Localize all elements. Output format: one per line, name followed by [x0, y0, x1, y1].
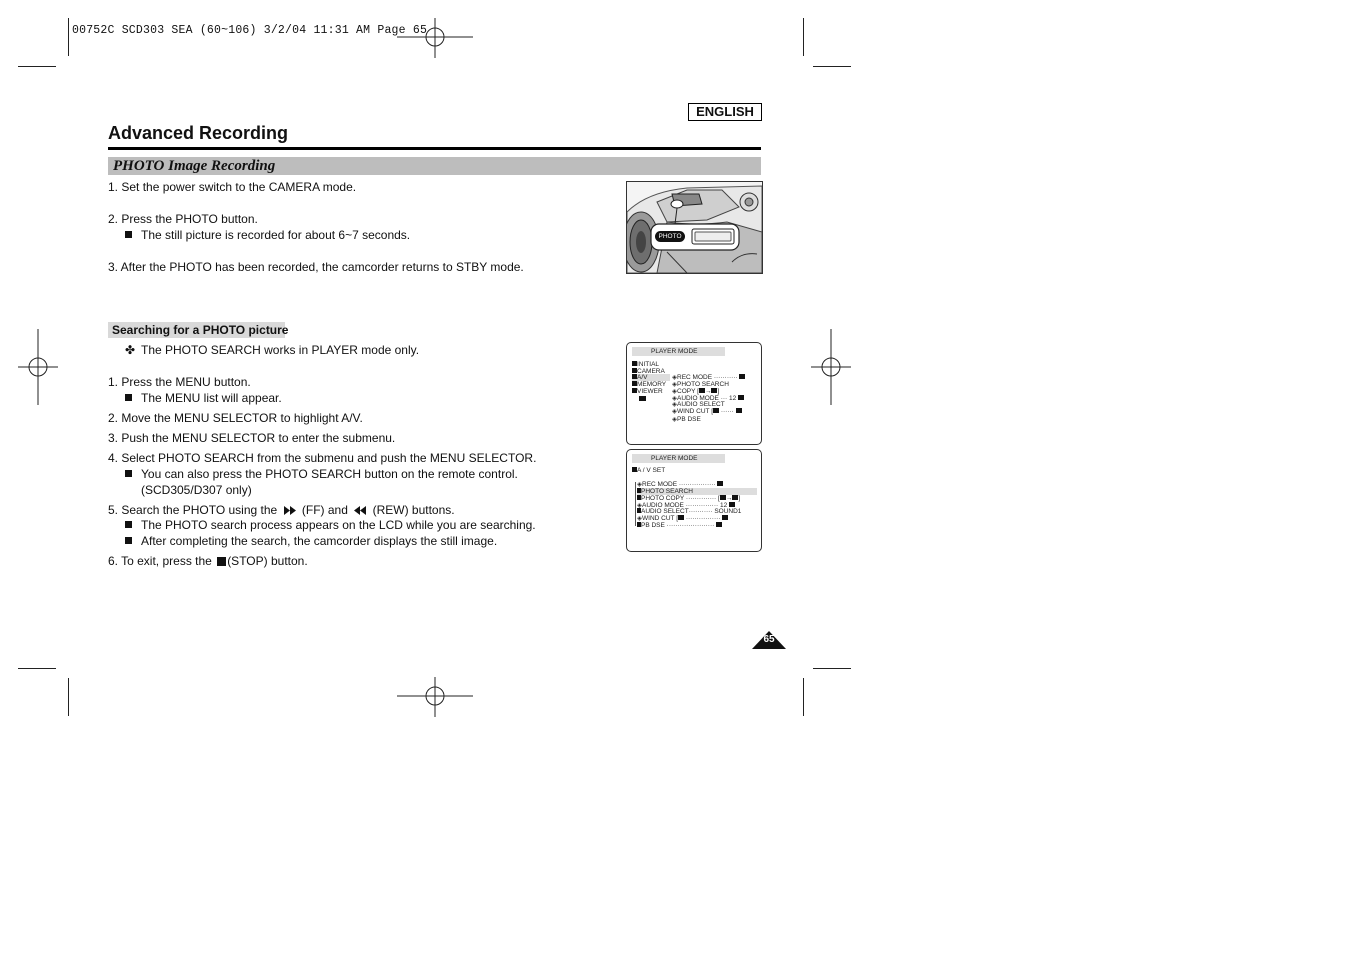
- crop-mark: [18, 66, 56, 67]
- submenu-photo-search: ◈PHOTO SEARCH: [672, 381, 729, 388]
- step-b-4: 4. Select PHOTO SEARCH from the submenu and push the MENU SELECTOR.: [108, 451, 537, 465]
- step-b-4-sub2: (SCD305/D307 only): [141, 483, 252, 497]
- rew-icon: [353, 506, 367, 515]
- bullet-square-icon: [125, 537, 132, 544]
- subsection-title: Searching for a PHOTO picture: [112, 323, 289, 337]
- crop-mark: [813, 668, 851, 669]
- menu-item-viewer: VIEWER: [632, 388, 663, 395]
- step-b-3: 3. Push the MENU SELECTOR to enter the submenu.: [108, 431, 396, 445]
- bullet-square-icon: [125, 521, 132, 528]
- menu-icon: [639, 396, 646, 401]
- note: ✤ The PHOTO SEARCH works in PLAYER mode only.: [125, 343, 420, 357]
- step-b-6: 6. To exit, press the (STOP) button.: [108, 554, 308, 568]
- step-2-sub: The still picture is recorded for about 6~7 seconds.: [125, 228, 410, 243]
- step-b-5: 5. Search the PHOTO using the (FF) and (REW) buttons.: [108, 503, 455, 517]
- step-b-5-sub1: The PHOTO search process appears on the LCD while you are searching.: [125, 518, 536, 533]
- item-wind-cut: ◈WIND CUT [ ················: [637, 515, 728, 522]
- item-photo-copy: PHOTO COPY ·············· [ → ]: [637, 495, 740, 502]
- registration-mark-bottom: [397, 677, 473, 717]
- crop-mark: [803, 18, 804, 56]
- crop-mark: [68, 678, 69, 716]
- group-title: A / V SET: [632, 467, 665, 474]
- print-slug: 00752C SCD303 SEA (60~106) 3/2/04 11:31 AM Page 65: [72, 24, 428, 37]
- ff-icon: [283, 506, 297, 515]
- step-3: 3. After the PHOTO has been recorded, the camcorder returns to STBY mode.: [108, 260, 524, 274]
- submenu-audio-mode: ◈AUDIO MODE ··· 12: [672, 395, 744, 402]
- page-title: Advanced Recording: [108, 123, 289, 143]
- stop-icon: [217, 557, 226, 566]
- camcorder-illustration: [626, 181, 763, 274]
- camcorder-drawing: [627, 182, 762, 273]
- submenu-pb-dse: ◈PB DSE: [672, 416, 701, 423]
- crop-mark: [813, 66, 851, 67]
- menu-item-camera: CAMERA: [632, 368, 665, 375]
- menu-item-av: A/V: [632, 374, 647, 381]
- item-audio-mode: ◈AUDIO MODE ··············· 12: [637, 502, 735, 509]
- screen-header: PLAYER MODE: [651, 455, 698, 462]
- item-rec-mode: ◈REC MODE ·················: [637, 481, 723, 488]
- item-audio-select: AUDIO SELECT··········· SOUND1: [637, 508, 741, 515]
- menu-screen-1: [626, 342, 762, 445]
- cross-icon: ✤: [125, 343, 136, 357]
- bullet-square-icon: [125, 231, 132, 238]
- step-2: 2. Press the PHOTO button.: [108, 212, 258, 226]
- step-1: 1. Set the power switch to the CAMERA mode.: [108, 180, 357, 194]
- language-badge: ENGLISH: [688, 103, 762, 121]
- menu-item-memory: MEMORY: [632, 381, 666, 388]
- bullet-square-icon: [125, 394, 132, 401]
- step-b-1: 1. Press the MENU button.: [108, 375, 251, 389]
- step-b-2: 2. Move the MENU SELECTOR to highlight A/V.: [108, 411, 363, 425]
- screen-header: PLAYER MODE: [651, 348, 698, 355]
- item-photo-search: PHOTO SEARCH: [637, 488, 693, 495]
- submenu-copy: ◈COPY [ → ]: [672, 388, 720, 395]
- step-b-4-sub: You can also press the PHOTO SEARCH button on the remote control.: [125, 467, 518, 482]
- submenu-rec-mode: ◈REC MODE ···········: [672, 374, 745, 381]
- menu-screen-2: [626, 449, 762, 552]
- menu-item-initial: INITIAL: [632, 361, 659, 368]
- submenu-audio-select: ◈AUDIO SELECT: [672, 401, 725, 408]
- page-number: 65: [763, 634, 775, 645]
- registration-mark-left: [18, 329, 58, 405]
- crop-mark: [68, 18, 69, 56]
- tree-line: [635, 482, 636, 526]
- registration-mark-right: [811, 329, 851, 405]
- step-b-1-sub: The MENU list will appear.: [125, 391, 282, 406]
- step-b-5-sub2: After completing the search, the camcorder displays the still image.: [125, 534, 497, 549]
- title-rule: [108, 147, 761, 150]
- section-title: PHOTO Image Recording: [113, 158, 276, 174]
- bullet-square-icon: [125, 470, 132, 477]
- crop-mark: [18, 668, 56, 669]
- submenu-wind-cut: ◈WIND CUT [ ······: [672, 408, 742, 415]
- crop-mark: [803, 678, 804, 716]
- item-pb-dse: PB DSE ······················: [637, 522, 722, 529]
- photo-button-label: PHOTO: [658, 233, 682, 240]
